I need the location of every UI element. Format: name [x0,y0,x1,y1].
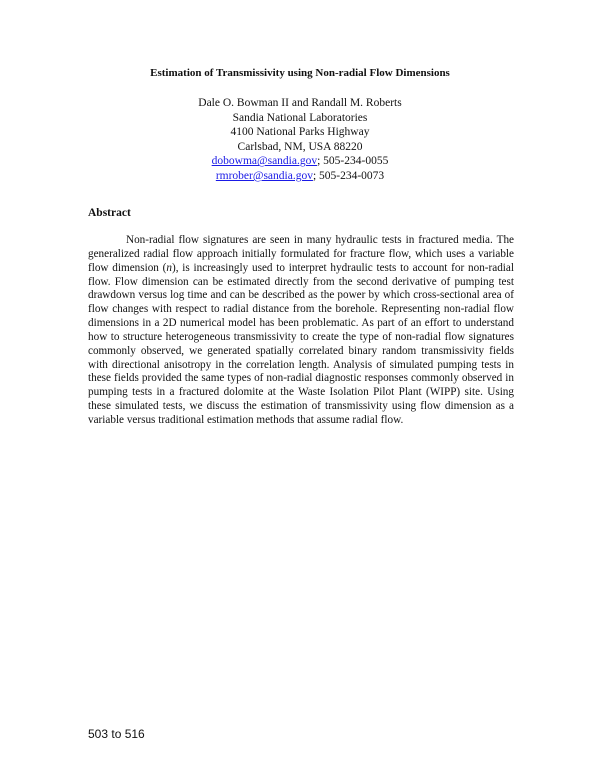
authors-line: Dale O. Bowman II and Randall M. Roberts [198,97,402,109]
page-range: 503 to 516 [88,727,145,741]
email-link-bowman[interactable]: dobowma@sandia.gov [211,155,318,168]
phone-bowman: ; 505-234-0055 [317,155,389,168]
contact-line-2 [0,169,600,184]
author-block [0,96,600,184]
contact-line-1 [0,154,600,169]
email-link-roberts[interactable]: rmrober@sandia.gov [215,169,313,182]
abstract-text-part-1: Non-radial flow signatures are seen in many hydraulic tests in fractured media. The generalized radial flow approach initially formulated for fracture flow, which uses a variable flow dimension ( [88,234,514,274]
address-line-2: Carlsbad, NM, USA 88220 [237,140,363,153]
phone-roberts: ; 505-234-0073 [312,169,385,182]
abstract-variable-n: n [166,261,172,274]
abstract-text [88,234,514,428]
abstract-heading: Abstract [88,207,131,219]
abstract-text-part-2: ), is increasingly used to interpret hydraulic tests to account for non-radial flow. Flow dimension can be estimated directly from the second derivative of pumping test drawdown versus log time and can be described as the power by which cross-sectional area of flow changes with respect to radial distance from the borehole. Representing non-radial flow dimensions in a 2D numerical model has been problematic. As part of an effort to understand how to structure heterogeneous transmissivity to create the type of non-radial flow signatures commonly observed, we generated spatially correlated binary random transmissivity fields with directional anisotropy in the correlation length. Analysis of simulated pumping tests in these fields provided the same types of non-radial diagnostic responses commonly observed in pumping tests in a fractured dolomite at the Waste Isolation Pilot Plant (WIPP) site. Using these simulated tests, we discuss the estimation of transmissivity using flow dimension as a variable versus traditional estimation methods that assume radial flow. [88,261,514,426]
address-line-1: 4100 National Parks Highway [230,126,370,139]
paper-title: Estimation of Transmissivity using Non-radial Flow Dimensions [150,67,450,79]
affiliation-line: Sandia National Laboratories [232,111,368,124]
